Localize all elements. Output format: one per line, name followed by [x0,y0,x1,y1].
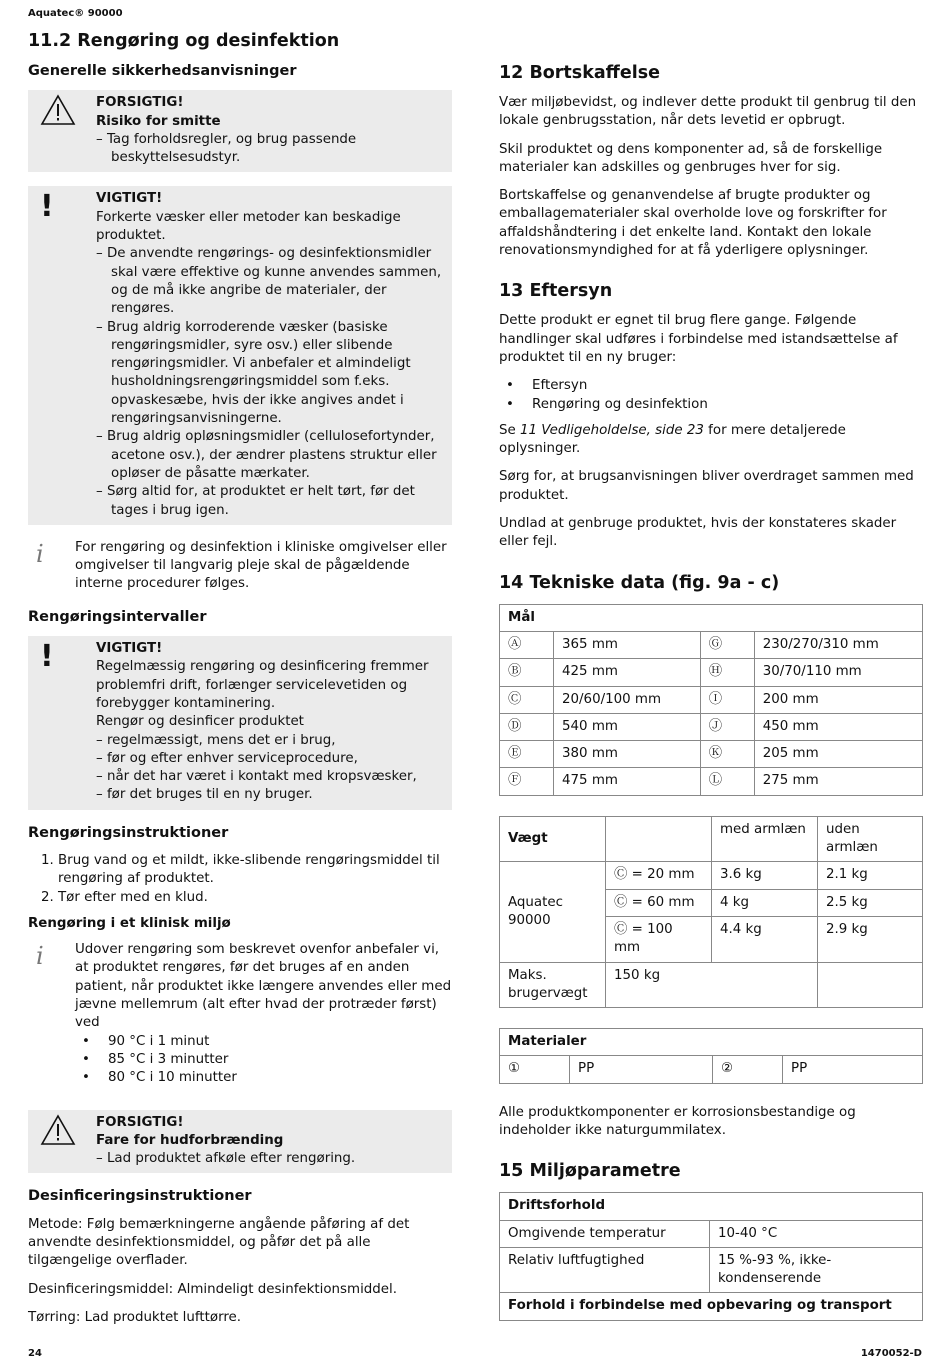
cell: 2.5 kg [818,889,923,916]
document-number: 1470052-D [860,1348,922,1359]
list-item: – De anvendte rengørings- og desinfektionsmidler skal være effektive og kunne anvendes sammen, og de må ikke angribe de materialer, der rengøres. [96,246,442,317]
dimension-label: Ⓚ [700,741,754,768]
steps-list [28,852,452,907]
paragraph: Alle produktkomponenter er korrosionsbestandige og indeholder ikke naturgummilatex. [499,1104,856,1138]
list-item: – Brug aldrig korroderende væsker (basiske rengøringsmidler, syre osv.) eller slibende rengøringsmidler. Vi anbefaler et almindeligt husholdningsrengøringsmiddel som f.eks. opvaskesæbe, hvis der ikke angives andet i rengøringsanvisningerne. [96,319,411,427]
table-row [500,1056,923,1083]
table-row [500,631,923,658]
subheading: Rengøringsinstruktioner [28,824,229,841]
paragraph: Desinficeringsmiddel: Almindeligt desinfektionsmiddel. [28,1281,398,1297]
paragraph: Tørring: Lad produktet lufttørre. [28,1309,242,1325]
warning-triangle-icon [36,1114,96,1169]
cross-reference-link[interactable]: 11 Vedligeholdelse, side 23 [520,422,704,438]
cell: 4.4 kg [712,916,818,962]
paragraph: Se 11 Vedligeholdelse, side 23 for mere detaljerede oplysninger. [499,422,846,457]
list-item: – før og efter enhver serviceprocedure, [96,750,358,766]
table-row [500,713,923,740]
dimension-label: Ⓒ [500,686,554,713]
cell: ① [500,1056,570,1083]
dimension-label: Ⓖ [700,631,754,658]
dimension-label: Ⓑ [500,659,554,686]
table-header: Vægt [500,816,606,862]
list-item: • 85 °C i 3 minutter [75,1051,452,1069]
left-column [28,30,452,1337]
table-row [500,741,923,768]
dimension-value: 365 mm [554,631,701,658]
table-header: Driftsforhold [500,1193,923,1220]
dimension-label: Ⓘ [700,686,754,713]
important-text: Forkerte væsker eller metoder kan beskadige produktet. [96,209,401,244]
right-column [499,62,923,1341]
section-title: 13 Eftersyn [499,281,613,302]
table-header: Materialer [500,1029,923,1056]
cell: 2.9 kg [818,916,923,962]
info-note [28,539,452,594]
list-item: – Tag forholdsregler, og brug passende beskyttelsesudstyr. [96,131,357,166]
cell: 2.1 kg [818,862,923,889]
model-cell: Aquatec 90000 [500,862,606,962]
table-row [500,1247,923,1293]
dimension-value: 425 mm [554,659,701,686]
caution-label: FORSIGTIG! [96,1114,184,1130]
dimension-label: Ⓐ [500,631,554,658]
materials-table [499,1028,923,1084]
column-header: uden armlæn [818,816,923,862]
info-note [28,941,452,1095]
environment-table [499,1192,923,1320]
paragraph: Metode: Følg bemærkningerne angående påføring af det anvendte desinfektionsmiddel, og påfør det på alle tilgængelige overflader. [28,1216,410,1269]
caution-box [28,1110,452,1174]
page-number: 24 [28,1348,42,1359]
dimension-label: Ⓓ [500,713,554,740]
dimension-label: Ⓛ [700,768,754,795]
dimension-value: 540 mm [554,713,701,740]
dimension-label: Ⓗ [700,659,754,686]
list-item: • 80 °C i 10 minutter [75,1069,452,1087]
list-item: • Eftersyn [499,377,923,395]
step: 1. Brug vand og et mildt, ikke-slibende rengøringsmiddel til rengøring af produktet. [58,852,452,889]
dimension-label: Ⓔ [500,741,554,768]
list-item: • 90 °C i 1 minut [75,1033,452,1051]
paragraph: Sørg for, at brugsanvisningen bliver overdraget sammen med produktet. [499,469,914,503]
exclamation-icon: ! [40,189,54,225]
table-row [500,1220,923,1247]
paragraph: Vær miljøbevidst, og indlever dette produkt til genbrug til den lokale genbrugsstation, når dets levetid er opbrugt. [499,95,917,129]
cell: PP [570,1056,713,1083]
table-row [500,686,923,713]
cell: Maks. brugervægt [500,962,606,1008]
important-text: Regelmæssig rengøring og desinficering fremmer problemfri drift, forlænger servicelevetiden og forebygger kontaminering. [96,659,429,711]
dimension-label: Ⓙ [700,713,754,740]
paragraph: Dette produkt er egnet til brug flere gange. Følgende handlinger skal udføres i forbindelse med istandsættelse af produktet til en ny bruger: [499,313,898,365]
column-header: med armlæn [712,816,818,862]
important-label: VIGTIGT! [96,191,163,207]
cell: Ⓒ = 20 mm [606,862,712,889]
info-icon: i [36,942,44,971]
list-item: – når det har været i kontakt med kropsvæsker, [96,769,417,785]
section-title: 11.2 Rengøring og desinfektion [28,31,340,51]
section-title: 15 Miljøparametre [499,1161,681,1182]
list-item: – Sørg altid for, at produktet er helt tørt, før det tages i brug igen. [96,484,415,518]
cell: Relativ luftfugtighed [500,1247,710,1293]
table-row [500,962,923,1008]
caution-subtitle: Fare for hudforbrænding [96,1132,284,1148]
table-row [500,768,923,795]
cell: Ⓒ = 100 mm [606,916,712,962]
important-box [28,186,452,524]
dimension-value: 20/60/100 mm [554,686,701,713]
list-item: – før det bruges til en ny bruger. [96,787,313,803]
info-text: Udover rengøring som beskrevet ovenfor anbefaler vi, at produktet rengøres, før det bruges af en anden patient, når produktet ikke længere anvendes eller med jævne mellemrum (alt efter hvad der protræder først) ved [75,942,452,1031]
dimension-value: 275 mm [754,768,922,795]
important-text: Rengør og desinficer produktet [96,714,304,730]
paragraph: Skil produktet og dens komponenter ad, så de forskellige materialer kan adskilles og genbruges hver for sig. [499,141,883,175]
cell: ② [713,1056,783,1083]
cell: PP [783,1056,923,1083]
caution-label: FORSIGTIG! [96,95,184,111]
cell: 15 %-93 %, ikke-kondenserende [710,1247,923,1293]
list-item: – regelmæssigt, mens det er i brug, [96,732,336,748]
cell: Omgivende temperatur [500,1220,710,1247]
table-row [500,659,923,686]
section-title: 12 Bortskaffelse [499,63,660,83]
paragraph: Bortskaffelse og genanvendelse af brugte produkter og emballagematerialer skal overholde love og forskrifter for affaldshåndtering i det enkelte land. Kontakt den lokale renovationsmyndighed for at få yderligere oplysninger. [499,188,887,259]
cell: 10-40 °C [710,1220,923,1247]
exclamation-icon: ! [40,639,54,675]
dimension-value: 230/270/310 mm [754,631,922,658]
caution-subtitle: Risiko for smitte [96,113,221,129]
cell: 3.6 kg [712,862,818,889]
important-label: VIGTIGT! [96,641,163,657]
list-item: – Lad produktet afkøle efter rengøring. [96,1151,356,1167]
dimension-value: 475 mm [554,768,701,795]
subheading: Rengøring i et klinisk miljø [28,915,231,931]
table-row [500,862,923,889]
section-title: 14 Tekniske data (fig. 9a - c) [499,572,780,593]
dimension-value: 380 mm [554,741,701,768]
dimension-value: 205 mm [754,741,922,768]
list-item: – Brug aldrig opløsningsmidler (cellulosefortynder, acetone osv.), der ændrer plastens struktur eller opløser de påsatte mærkater. [96,429,437,481]
dimension-value: 200 mm [754,686,922,713]
list-item: • Rengøring og desinfektion [499,396,923,414]
cell: 4 kg [712,889,818,916]
caution-box [28,90,452,172]
running-header: Aquatec® 90000 [28,8,123,19]
subheading: Rengøringsintervaller [28,608,207,625]
paragraph: Undlad at genbruge produktet, hvis der konstateres skader eller fejl. [499,516,897,550]
table-header: Forhold i forbindelse med opbevaring og transport [500,1293,923,1320]
dimension-value: 450 mm [754,713,922,740]
table-header: Mål [500,604,923,631]
dimensions-table [499,604,923,796]
warning-triangle-icon [36,94,96,167]
dimension-value: 30/70/110 mm [754,659,922,686]
subheading: Generelle sikkerhedsanvisninger [28,63,297,79]
cell: 150 kg [606,962,818,1008]
info-icon: i [36,539,44,568]
cell: Ⓒ = 60 mm [606,889,712,916]
info-text: For rengøring og desinfektion i kliniske omgivelser eller omgivelser til langvarig pleje skal de pågældende interne procedurer følges. [75,539,447,592]
important-box [28,636,452,810]
subheading: Desinficeringsinstruktioner [28,1188,252,1205]
dimension-label: Ⓕ [500,768,554,795]
weight-table [499,816,923,1008]
step: 2. Tør efter med en klud. [58,889,452,907]
